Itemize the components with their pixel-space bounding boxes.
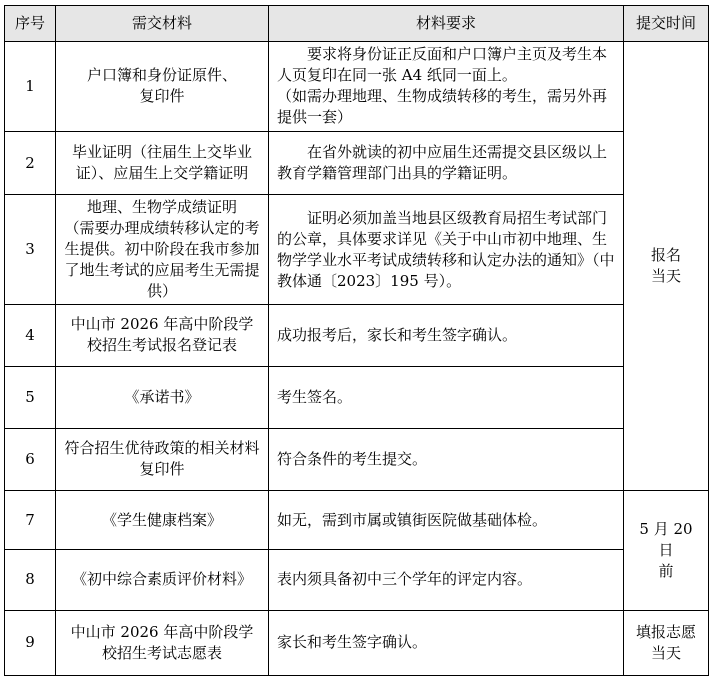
row-number: 4 (5, 304, 56, 366)
material-cell (56, 195, 269, 304)
requirement-cell (269, 550, 624, 610)
material-text: 《学生健康档案》 (101, 510, 222, 529)
header-num: 序号 (5, 6, 56, 42)
requirement-text: 符合条件的考生提交。 (277, 449, 428, 468)
table-row (5, 42, 709, 132)
material-text: 《初中综合素质评价材料》 (71, 570, 252, 589)
header-requirement: 材料要求 (269, 6, 624, 42)
submit-time-text: 5 月 20 日 (639, 519, 693, 559)
header-row (5, 6, 709, 42)
material-cell (56, 42, 269, 132)
requirement-text: 证明必须加盖当地县区级教育局招生考试部门的公章，具体要求详见《关于中山市初中地理、生物学学业水平考试成绩转移和认定办法的通知》（中教体通〔2023〕195 号）。 (277, 208, 615, 290)
material-text: 复印件 (139, 87, 185, 106)
requirement-text: 家长和考生签字确认。 (277, 633, 428, 652)
material-cell (56, 131, 269, 194)
requirement-text: （如需办理地理、生物成绩转移的考生，需另外再提供一套） (277, 87, 608, 127)
material-text: 户口簿和身份证原件、 (86, 66, 237, 85)
submit-time-text: 填报志愿 (635, 622, 696, 641)
requirement-cell (269, 428, 624, 490)
submit-time-cell (624, 490, 709, 610)
material-cell (56, 610, 269, 676)
requirement-cell (269, 304, 624, 366)
requirement-cell (269, 490, 624, 549)
material-text: （需要办理成绩转移认定的考生提供。初中阶段在我市参加了地生考试的应届考生无需提供） (64, 219, 260, 301)
table-row (5, 610, 709, 676)
material-text: 地理、生物学成绩证明 (86, 198, 237, 217)
submit-time-text: 当天 (650, 266, 681, 285)
row-number: 8 (5, 550, 56, 610)
requirement-cell (269, 42, 624, 132)
material-text: 中山市 2026 年高中阶段学校招生考试报名登记表 (70, 315, 254, 355)
submit-time-cell (624, 42, 709, 491)
material-cell (56, 367, 269, 428)
table-row (5, 131, 709, 194)
material-text: 中山市 2026 年高中阶段学校招生考试志愿表 (70, 622, 254, 662)
requirement-cell (269, 610, 624, 676)
row-number: 7 (5, 490, 56, 549)
header-time: 提交时间 (624, 6, 709, 42)
material-text: 《承诺书》 (124, 387, 200, 406)
table-row (5, 367, 709, 428)
material-text: 毕业证明（往届生上交毕业证）、应届生上交学籍证明 (71, 143, 252, 183)
requirement-text: 表内须具备初中三个学年的评定内容。 (277, 570, 533, 589)
row-number: 5 (5, 367, 56, 428)
requirement-text: 考生签名。 (277, 387, 353, 406)
row-number: 6 (5, 428, 56, 490)
requirement-text: 要求将身份证正反面和户口簿户主页及考生本人页复印在同一张 A4 纸同一面上。 (277, 45, 608, 85)
row-number: 9 (5, 610, 56, 676)
requirement-text: 成功报考后，家长和考生签字确认。 (277, 325, 518, 344)
material-cell (56, 428, 269, 490)
requirement-cell (269, 367, 624, 428)
requirement-text: 在省外就读的初中应届生还需提交县区级以上教育学籍管理部门出具的学籍证明。 (277, 143, 608, 183)
table-row (5, 304, 709, 366)
row-number: 3 (5, 195, 56, 304)
row-number: 2 (5, 131, 56, 194)
header-material: 需交材料 (56, 6, 269, 42)
table-row (5, 428, 709, 490)
requirement-text: 如无，需到市属或镇街医院做基础体检。 (277, 510, 548, 529)
material-cell (56, 550, 269, 610)
submit-time-text: 前 (658, 561, 674, 580)
row-number: 1 (5, 42, 56, 132)
material-cell (56, 490, 269, 549)
submit-time-cell (624, 610, 709, 676)
table-row (5, 195, 709, 304)
materials-table (4, 5, 709, 676)
material-text: 符合招生优待政策的相关材料复印件 (64, 439, 260, 479)
submit-time-text: 报名 (650, 245, 681, 264)
requirement-cell (269, 131, 624, 194)
requirement-cell (269, 195, 624, 304)
table-row (5, 490, 709, 549)
submit-time-text: 当天 (650, 643, 681, 662)
material-cell (56, 304, 269, 366)
table-row (5, 550, 709, 610)
